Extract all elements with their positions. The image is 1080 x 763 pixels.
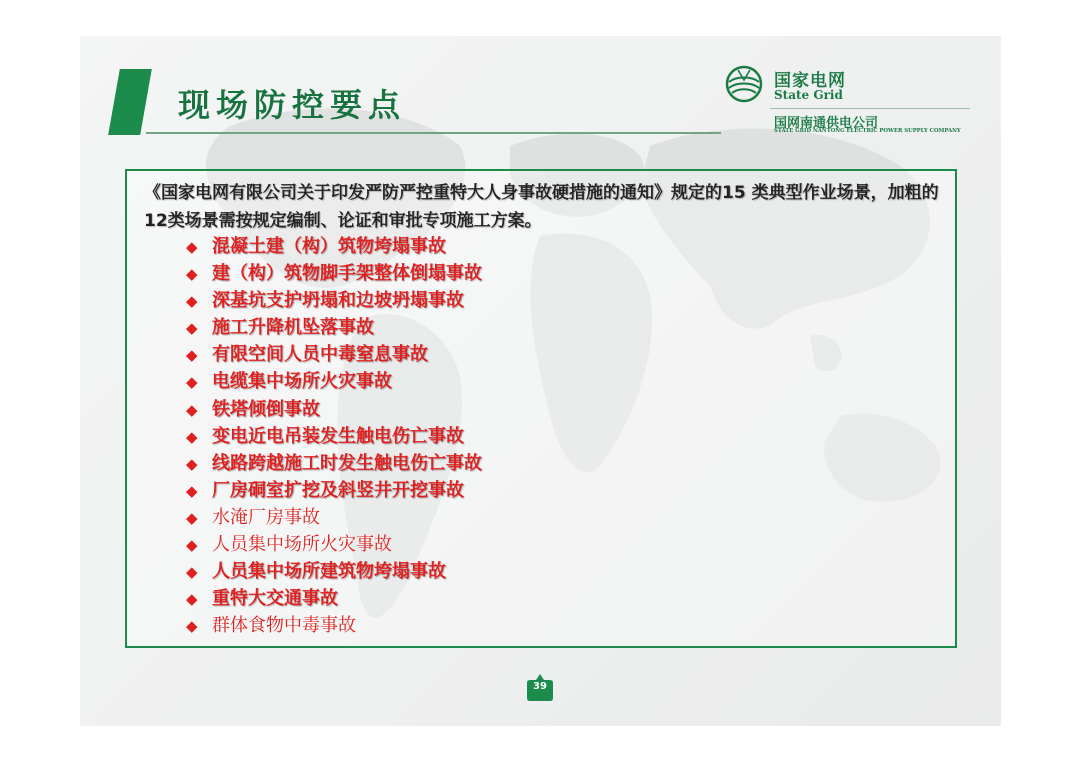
list-item-text: 铁塔倾倒事故 [212, 398, 320, 420]
diamond-bullet-icon: ◆ [186, 508, 198, 527]
list-item-text: 群体食物中毒事故 [212, 615, 356, 637]
diamond-bullet-icon: ◆ [186, 319, 198, 338]
list-item-text: 人员集中场所火灾事故 [212, 534, 392, 556]
diamond-bullet-icon: ◆ [186, 292, 198, 311]
list-item [186, 504, 482, 531]
company-name-cn: 国网南通供电公司 [774, 116, 879, 131]
list-item-text: 深基坑支护坍塌和边坡坍塌事故 [212, 290, 464, 312]
list-item [186, 585, 482, 612]
slide [80, 36, 1001, 726]
diamond-bullet-icon: ◆ [186, 238, 198, 256]
list-item-text: 重特大交通事故 [212, 588, 338, 610]
state-grid-logo-icon [724, 64, 764, 104]
scenario-list [186, 233, 482, 639]
list-item [186, 450, 482, 477]
logo-divider [770, 108, 970, 109]
list-item [186, 260, 482, 287]
diamond-bullet-icon: ◆ [186, 427, 198, 446]
diamond-bullet-icon: ◆ [186, 617, 198, 636]
diamond-bullet-icon: ◆ [186, 373, 198, 392]
title-underline [146, 132, 721, 134]
diamond-bullet-icon: ◆ [186, 590, 198, 609]
diamond-bullet-icon: ◆ [186, 481, 198, 500]
list-item-text: 混凝土建（构）筑物垮塌事故 [212, 236, 446, 257]
page-title: 现场防控要点 [178, 86, 407, 124]
list-item-text: 线路跨越施工时发生触电伤亡事故 [212, 452, 482, 474]
logo-name-cn: 国家电网 [774, 71, 846, 91]
list-item-text: 人员集中场所建筑物垮塌事故 [212, 561, 446, 583]
list-item-text: 水淹厂房事故 [212, 506, 320, 528]
list-item [186, 314, 482, 341]
list-item [186, 477, 482, 504]
diamond-bullet-icon: ◆ [186, 400, 198, 419]
diamond-bullet-icon: ◆ [186, 346, 198, 365]
list-item [186, 531, 482, 558]
list-item [186, 396, 482, 423]
company-name-en: STATE GRID NANTONG ELECTRIC POWER SUPPLY COMPANY [774, 128, 961, 134]
page-number: 39 [533, 681, 547, 692]
list-item [186, 423, 482, 450]
content-box [125, 169, 957, 648]
list-item [186, 368, 482, 395]
intro-text: 《国家电网有限公司关于印发严防严控重特大人身事故硬措施的通知》规定的15 类典型作业场景，加粗的12类场景需按规定编制、论证和审批专项施工方案。 [144, 183, 939, 231]
list-item-text: 建（构）筑物脚手架整体倒塌事故 [212, 263, 482, 285]
list-item-text: 电缆集中场所火灾事故 [212, 371, 392, 393]
list-item [186, 558, 482, 585]
list-item-text: 施工升降机坠落事故 [212, 317, 374, 339]
diamond-bullet-icon: ◆ [186, 563, 198, 582]
list-item [186, 612, 482, 639]
list-item-text: 厂房硐室扩挖及斜竖井开挖事故 [212, 479, 464, 501]
diamond-bullet-icon: ◆ [186, 454, 198, 473]
list-item [186, 233, 482, 260]
diamond-bullet-icon: ◆ [186, 536, 198, 555]
list-item-text: 有限空间人员中毒窒息事故 [212, 344, 428, 366]
diamond-bullet-icon: ◆ [186, 265, 198, 284]
logo-name-en: State Grid [774, 88, 843, 102]
list-item-text: 变电近电吊装发生触电伤亡事故 [212, 425, 464, 447]
list-item [186, 341, 482, 368]
list-item [186, 287, 482, 314]
